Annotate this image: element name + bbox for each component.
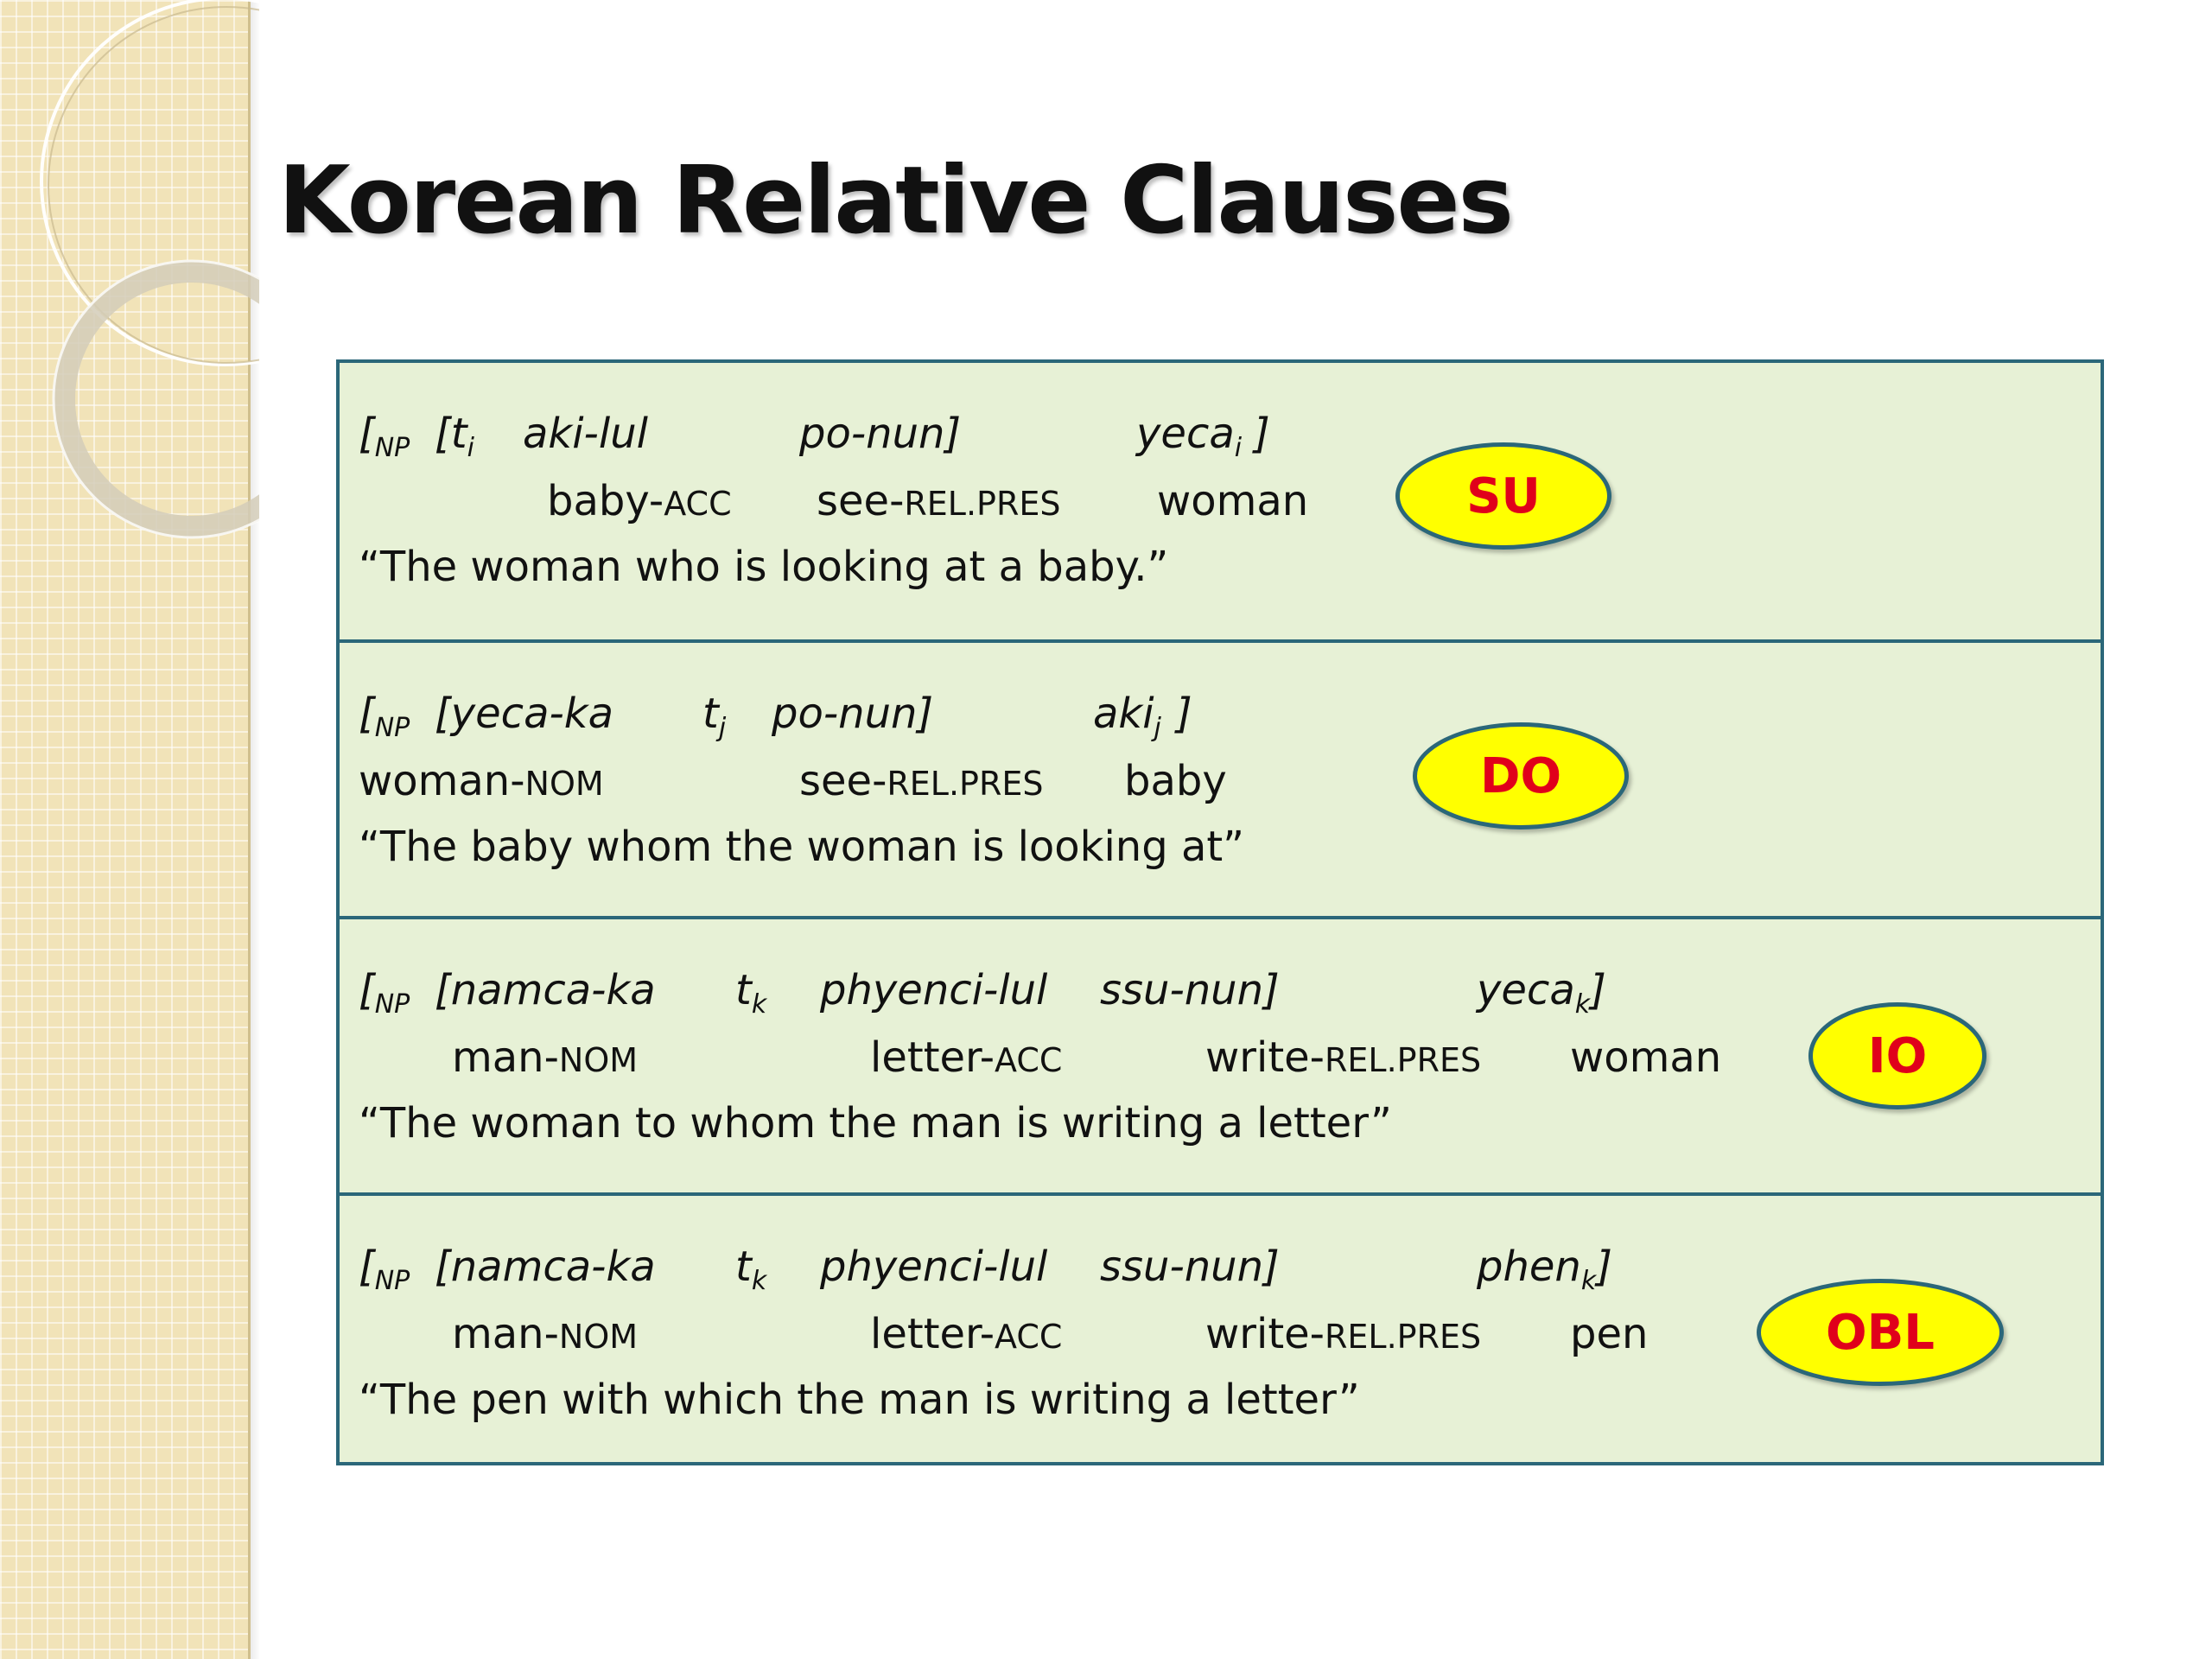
- korean-word: po-nun]: [772, 690, 934, 738]
- head-noun: aki: [1093, 690, 1154, 738]
- korean-subject: namca-ka: [450, 1243, 656, 1291]
- np-subscript: NP: [374, 433, 410, 463]
- head-index: k: [1580, 1266, 1597, 1296]
- translation: “The woman to whom the man is writing a letter”: [359, 1099, 1392, 1147]
- gloss-tag: REL.PRES: [887, 765, 1044, 803]
- table-row-su: [340, 363, 2101, 639]
- gloss-word: [547, 477, 732, 525]
- korean-head: [1477, 1243, 1612, 1296]
- trace-index: i: [467, 433, 474, 463]
- korean-trace: [435, 410, 474, 463]
- np-subscript: NP: [374, 989, 410, 1020]
- translation: “The pen with which the man is writing a letter”: [359, 1376, 1360, 1424]
- korean-bracket-close: ]: [1254, 410, 1270, 458]
- korean-word: [435, 690, 614, 738]
- trace: t: [735, 1243, 752, 1291]
- gloss-word: [870, 1310, 1063, 1358]
- np-subscript: NP: [374, 1266, 410, 1296]
- bracket: [: [359, 410, 375, 458]
- gloss-tag: REL.PRES: [1325, 1041, 1482, 1079]
- trace-index: k: [751, 1266, 767, 1296]
- bracket: [: [359, 1243, 375, 1291]
- korean-bracket-close: ]: [1596, 1243, 1612, 1291]
- korean-word: aki-lul: [523, 410, 648, 458]
- korean-word: ssu-nun]: [1100, 966, 1280, 1014]
- gloss-word: baby: [1124, 757, 1227, 805]
- gloss-stem: see-: [799, 757, 887, 805]
- korean-bracket-open: [359, 966, 410, 1020]
- korean-bracket-open: [359, 690, 410, 743]
- page-title: Korean Relative Clauses: [278, 147, 1512, 255]
- inner-bracket: [: [435, 410, 451, 458]
- bracket: [: [359, 966, 375, 1014]
- grammatical-role-badge: DO: [1413, 722, 1629, 830]
- gloss-word: [817, 477, 1061, 525]
- gloss-stem: woman-: [359, 757, 525, 805]
- korean-word: phyenci-lul: [820, 966, 1048, 1014]
- gloss-tag: NOM: [558, 1318, 639, 1356]
- gloss-tag: ACC: [995, 1318, 1063, 1356]
- gloss-word: [870, 1033, 1063, 1082]
- gloss-tag: NOM: [524, 765, 604, 803]
- korean-trace: [735, 1243, 767, 1296]
- trace-index: j: [718, 713, 727, 743]
- trace: t: [735, 966, 752, 1014]
- korean-subject: namca-ka: [450, 966, 656, 1014]
- gloss-tag: REL.PRES: [904, 485, 1061, 523]
- inner-bracket: [: [435, 1243, 451, 1291]
- trace: t: [450, 410, 467, 458]
- gloss-stem: man-: [452, 1033, 559, 1082]
- trace: t: [702, 690, 719, 738]
- korean-head: [1136, 410, 1243, 463]
- gloss-word: [799, 757, 1044, 805]
- grammatical-role-badge: SU: [1395, 442, 1611, 550]
- gloss-stem: see-: [817, 477, 905, 525]
- gloss-word: [359, 757, 604, 805]
- table-row-obl: [340, 1192, 2101, 1469]
- grammatical-role-badge: OBL: [1757, 1279, 2004, 1386]
- relative-clause-table: [336, 359, 2104, 1465]
- korean-bracket-open: [359, 1243, 410, 1296]
- bracket: [: [359, 690, 375, 738]
- gloss-word: [1205, 1310, 1482, 1358]
- gloss-stem: write-: [1205, 1310, 1325, 1358]
- korean-bracket-close: ]: [1176, 690, 1192, 738]
- korean-trace: [735, 966, 767, 1020]
- gloss-tag: REL.PRES: [1325, 1318, 1482, 1356]
- gloss-stem: letter-: [870, 1310, 995, 1358]
- head-index: k: [1574, 989, 1591, 1020]
- gloss-stem: baby-: [547, 477, 664, 525]
- korean-bracket-open: [359, 410, 410, 463]
- inner-bracket: [: [435, 966, 451, 1014]
- korean-word: [435, 966, 656, 1014]
- head-index: i: [1234, 433, 1243, 463]
- table-row-do: [340, 639, 2101, 916]
- head-noun: phen: [1477, 1243, 1581, 1291]
- gloss-word: [1205, 1033, 1482, 1082]
- head-index: j: [1154, 713, 1161, 743]
- korean-trace: [702, 690, 727, 743]
- np-subscript: NP: [374, 713, 410, 743]
- korean-bracket-close: ]: [1590, 966, 1606, 1014]
- trace-index: k: [751, 989, 767, 1020]
- korean-word: po-nun]: [799, 410, 962, 458]
- gloss-tag: NOM: [558, 1041, 639, 1079]
- korean-word: [435, 1243, 656, 1291]
- decorative-ring-large: [41, 0, 259, 365]
- gloss-stem: write-: [1205, 1033, 1325, 1082]
- decorative-rings: [0, 0, 259, 553]
- gloss-tag: ACC: [995, 1041, 1063, 1079]
- gloss-stem: letter-: [870, 1033, 995, 1082]
- korean-subject: yeca-ka: [450, 690, 614, 738]
- head-noun: yeca: [1477, 966, 1575, 1014]
- inner-bracket: [: [435, 690, 451, 738]
- head-noun: yeca: [1136, 410, 1235, 458]
- grammatical-role-badge: IO: [1808, 1002, 1986, 1109]
- korean-word: phyenci-lul: [820, 1243, 1048, 1291]
- korean-word: ssu-nun]: [1100, 1243, 1280, 1291]
- translation: “The baby whom the woman is looking at”: [359, 823, 1245, 871]
- gloss-word: pen: [1570, 1310, 1649, 1358]
- gloss-word: [452, 1033, 639, 1082]
- gloss-stem: man-: [452, 1310, 559, 1358]
- translation: “The woman who is looking at a baby.”: [359, 543, 1169, 591]
- table-row-io: [340, 916, 2101, 1192]
- korean-head: [1093, 690, 1161, 743]
- gloss-word: [452, 1310, 639, 1358]
- gloss-tag: ACC: [664, 485, 732, 523]
- decorative-ring-large-edge: [48, 7, 259, 363]
- gloss-word: woman: [1157, 477, 1309, 525]
- korean-head: [1477, 966, 1606, 1020]
- decorative-ring-small: [64, 271, 259, 527]
- decorative-ring-small-edge: [54, 261, 259, 537]
- gloss-word: woman: [1570, 1033, 1722, 1082]
